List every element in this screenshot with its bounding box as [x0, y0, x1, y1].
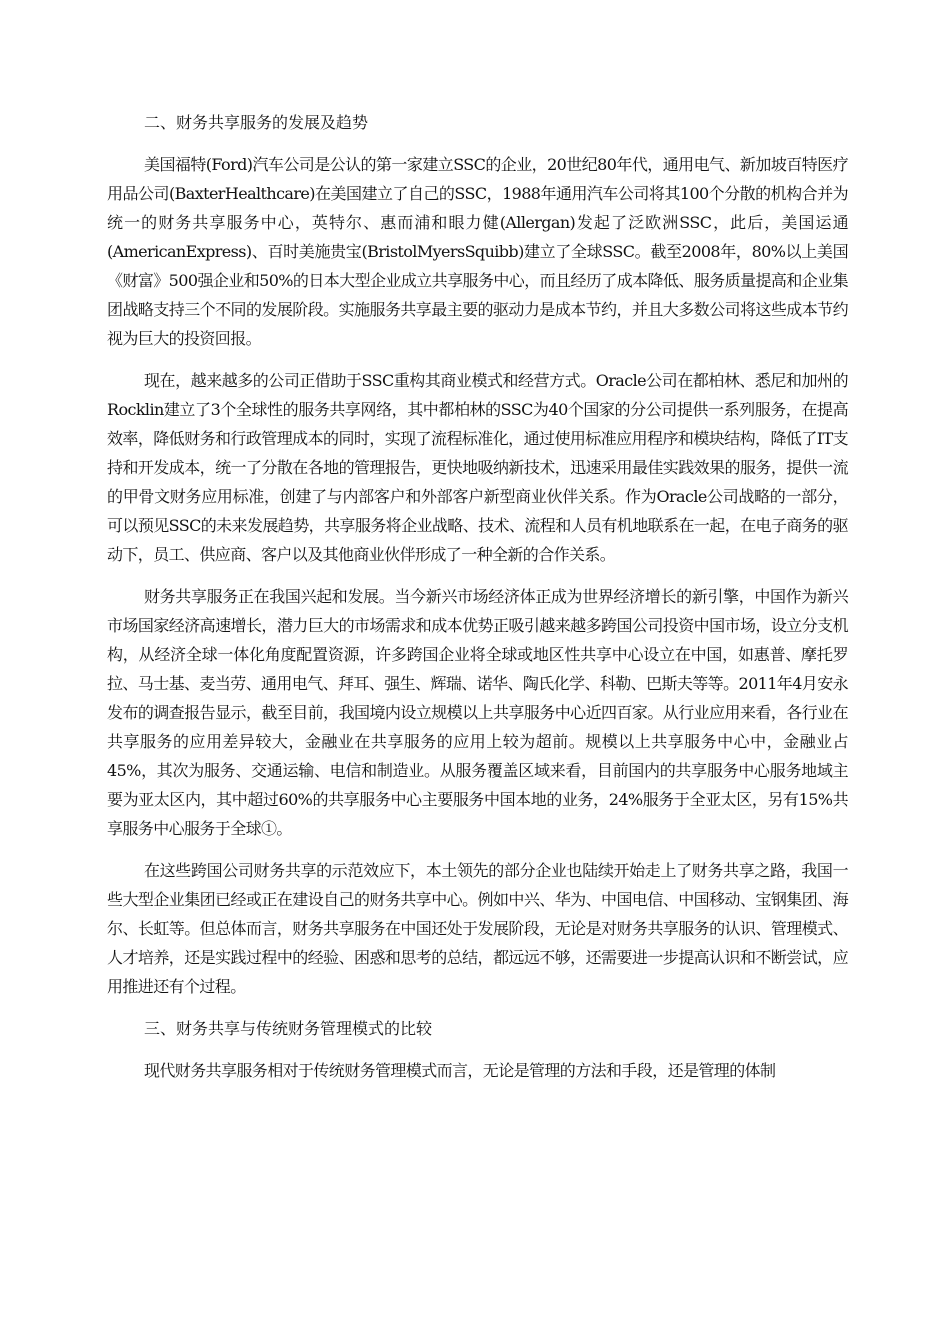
document-page: [107, 108, 848, 1098]
paragraph-ford-history: 美国福特(Ford)汽车公司是公认的第一家建立SSC的企业，20世纪80年代，通用电气、新加坡百特医疗用品公司(BaxterHealthcare)在美国建立了自己的SSC，1988年通用汽车公司将其100个分散的机构合并为统一的财务共享服务中心，英特尔、惠而浦和眼力健(Allergan)发起了泛欧洲SSC，此后，美国运通(AmericanExpress)、百时美施贵宝(BristolMyersSquibb)建立了全球SSC。截至2008年，80%以上美国《财富》500强企业和50%的日本大型企业成立共享服务中心，而且经历了成本降低、服务质量提高和企业集团战略支持三个不同的发展阶段。实施服务共享最主要的驱动力是成本节约，并且大多数公司将这些成本节约视为巨大的投资回报。: [107, 155, 848, 348]
paragraph-oracle-ssc: 现在，越来越多的公司正借助于SSC重构其商业模式和经营方式。Oracle公司在都柏林、悉尼和加州的Rocklin建立了3个全球性的服务共享网络，其中都柏林的SSC为40个国家的分公司提供一系列服务，在提高效率，降低财务和行政管理成本的同时，实现了流程标准化，通过使用标准应用程序和模块结构，降低了IT支持和开发成本，统一了分散在各地的管理报告，更快地吸纳新技术，迅速采用最佳实践效果的服务，提供一流的甲骨文财务应用标准，创建了与内部客户和外部客户新型商业伙伴关系。作为Oracle公司战略的一部分，可以预见SSC的未来发展趋势，共享服务将企业战略、技术、流程和人员有机地联系在一起，在电子商务的驱动下，员工、供应商、客户以及其他商业伙伴形成了一种全新的合作关系。: [107, 371, 848, 564]
paragraph-comparison-intro: 现代财务共享服务相对于传统财务管理模式而言，无论是管理的方法和手段，还是管理的体制: [144, 1061, 776, 1080]
paragraph-china-rise: 财务共享服务正在我国兴起和发展。当今新兴市场经济体正成为世界经济增长的新引擎，中国作为新兴市场国家经济高速增长，潜力巨大的市场需求和成本优势正吸引越来越多跨国公司投资中国市场，设立分支机构，从经济全球一体化角度配置资源，许多跨国企业将全球或地区性共享中心设立在中国，如惠普、摩托罗拉、马士基、麦当劳、通用电气、拜耳、强生、辉瑞、诺华、陶氏化学、科勒、巴斯夫等等。2011年4月安永发布的调查报告显示，截至目前，我国境内设立规模以上共享服务中心近四百家。从行业应用来看，各行业在共享服务的应用差异较大，金融业在共享服务的应用上较为超前。规模以上共享服务中心中，金融业占45%，其次为服务、交通运输、电信和制造业。从服务覆盖区域来看，目前国内的共享服务中心服务地域主要为亚太区内，其中超过60%的共享服务中心主要服务中国本地的业务，24%服务于全亚太区，另有15%共享服务中心服务于全球①。: [107, 587, 848, 838]
section-heading-development-trends: 二、财务共享服务的发展及趋势: [144, 113, 369, 132]
paragraph-domestic-enterprises: 在这些跨国公司财务共享的示范效应下，本土领先的部分企业也陆续开始走上了财务共享之路，我国一些大型企业集团已经或正在建设自己的财务共享中心。例如中兴、华为、中国电信、中国移动、宝钢集团、海尔、长虹等。但总体而言，财务共享服务在中国还处于发展阶段，无论是对财务共享服务的认识、管理模式、人才培养，还是实践过程中的经验、困惑和思考的总结，都远远不够，还需要进一步提高认识和不断尝试，应用推进还有个过程。: [107, 861, 848, 996]
section-heading-comparison: 三、财务共享与传统财务管理模式的比较: [144, 1019, 433, 1038]
